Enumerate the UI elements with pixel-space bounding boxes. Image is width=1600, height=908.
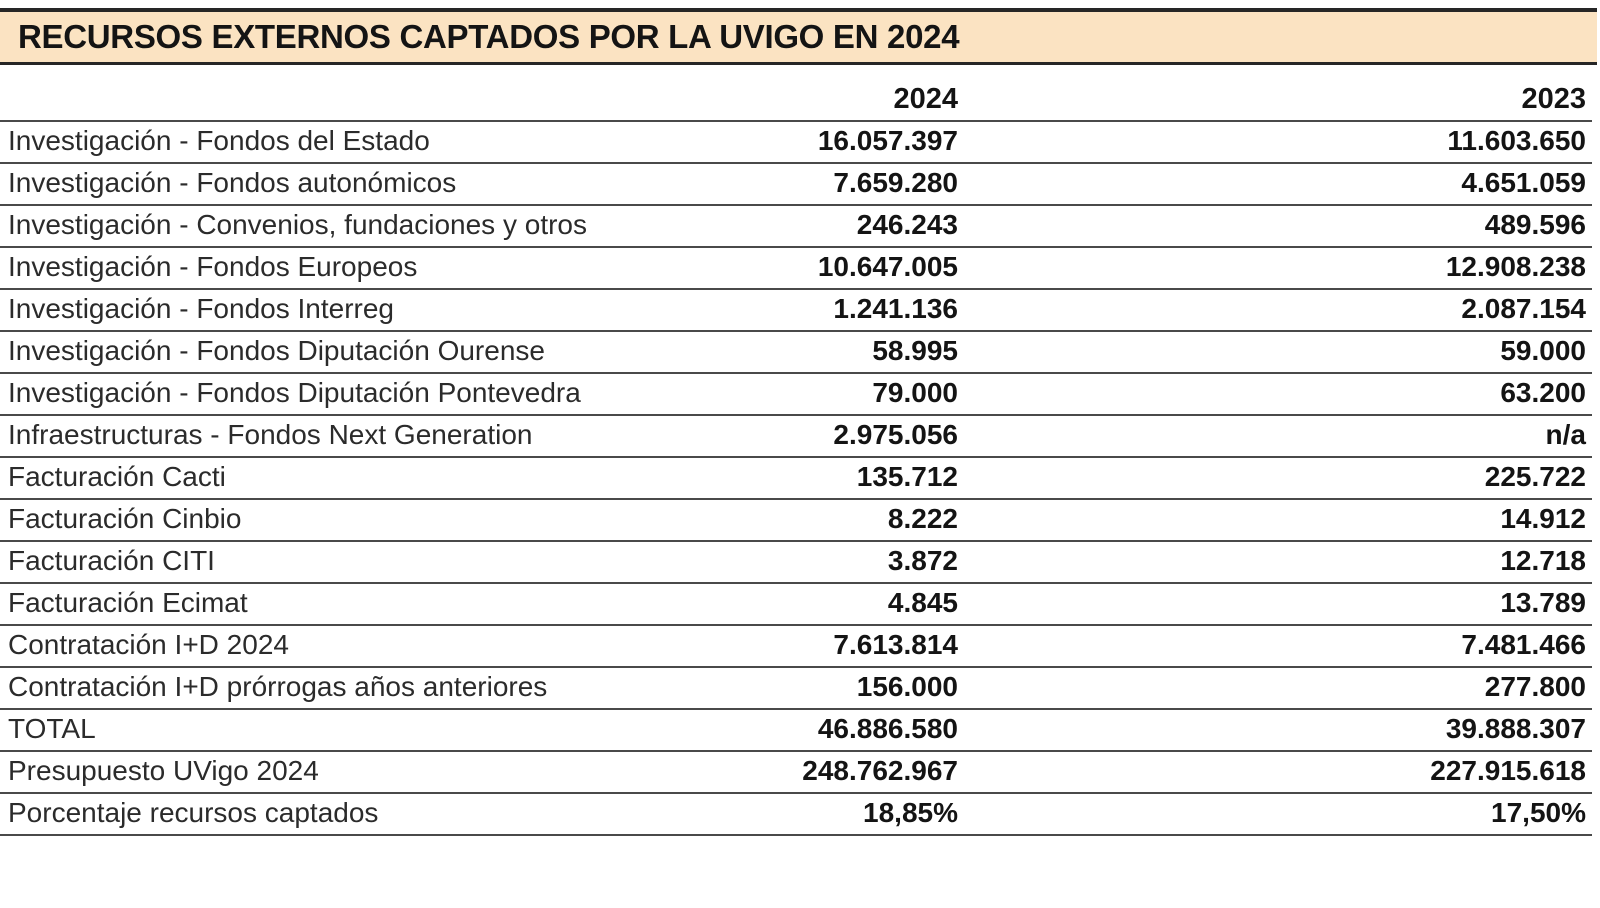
resources-table (0, 83, 1592, 836)
value-2023: 59.000 (964, 331, 1592, 373)
value-2024: 248.762.967 (600, 751, 964, 793)
row-label: Investigación - Fondos Interreg (0, 289, 600, 331)
row-label: Investigación - Fondos autonómicos (0, 163, 600, 205)
table-row (0, 625, 1592, 667)
value-2024: 7.659.280 (600, 163, 964, 205)
table-header-row (0, 83, 1592, 121)
table-row (0, 457, 1592, 499)
value-2023: 11.603.650 (964, 121, 1592, 163)
value-2023: 7.481.466 (964, 625, 1592, 667)
page-title: RECURSOS EXTERNOS CAPTADOS POR LA UVIGO EN 2024 (18, 18, 960, 55)
row-label: Investigación - Convenios, fundaciones y otros (0, 205, 600, 247)
table-row (0, 373, 1592, 415)
value-2024: 2.975.056 (600, 415, 964, 457)
value-2023: 17,50% (964, 793, 1592, 835)
table-row (0, 205, 1592, 247)
value-2024: 246.243 (600, 205, 964, 247)
value-2024: 16.057.397 (600, 121, 964, 163)
row-label: Facturación Cinbio (0, 499, 600, 541)
table-row (0, 415, 1592, 457)
header-year-2023: 2023 (964, 83, 1592, 121)
table-row (0, 751, 1592, 793)
value-2023: 2.087.154 (964, 289, 1592, 331)
title-bar (0, 8, 1597, 65)
value-2023: 489.596 (964, 205, 1592, 247)
table-row (0, 331, 1592, 373)
table-row (0, 667, 1592, 709)
header-empty-cell (0, 83, 600, 121)
value-2023: 227.915.618 (964, 751, 1592, 793)
value-2023: 63.200 (964, 373, 1592, 415)
row-label: Investigación - Fondos Diputación Pontevedra (0, 373, 600, 415)
row-label: Contratación I+D 2024 (0, 625, 600, 667)
value-2024: 156.000 (600, 667, 964, 709)
value-2024: 10.647.005 (600, 247, 964, 289)
row-label: TOTAL (0, 709, 600, 751)
value-2024: 1.241.136 (600, 289, 964, 331)
value-2024: 135.712 (600, 457, 964, 499)
infographic-page (0, 8, 1600, 908)
table-row (0, 499, 1592, 541)
value-2023: 277.800 (964, 667, 1592, 709)
row-label: Contratación I+D prórrogas años anteriores (0, 667, 600, 709)
row-label: Facturación Cacti (0, 457, 600, 499)
header-year-2024: 2024 (600, 83, 964, 121)
row-label: Investigación - Fondos del Estado (0, 121, 600, 163)
table-body (0, 121, 1592, 835)
row-label: Porcentaje recursos captados (0, 793, 600, 835)
value-2023: 12.718 (964, 541, 1592, 583)
row-label: Infraestructuras - Fondos Next Generation (0, 415, 600, 457)
value-2024: 4.845 (600, 583, 964, 625)
value-2024: 46.886.580 (600, 709, 964, 751)
row-label: Presupuesto UVigo 2024 (0, 751, 600, 793)
row-label: Investigación - Fondos Diputación Ourense (0, 331, 600, 373)
table-row (0, 793, 1592, 835)
value-2023: 225.722 (964, 457, 1592, 499)
table-row (0, 121, 1592, 163)
value-2023: 4.651.059 (964, 163, 1592, 205)
value-2023: 12.908.238 (964, 247, 1592, 289)
table-row (0, 247, 1592, 289)
table-row (0, 163, 1592, 205)
row-label: Facturación Ecimat (0, 583, 600, 625)
table-row (0, 583, 1592, 625)
value-2024: 79.000 (600, 373, 964, 415)
value-2024: 3.872 (600, 541, 964, 583)
table-row (0, 709, 1592, 751)
row-label: Facturación CITI (0, 541, 600, 583)
value-2024: 18,85% (600, 793, 964, 835)
row-label: Investigación - Fondos Europeos (0, 247, 600, 289)
value-2024: 58.995 (600, 331, 964, 373)
value-2023: n/a (964, 415, 1592, 457)
value-2023: 13.789 (964, 583, 1592, 625)
table-row (0, 541, 1592, 583)
value-2024: 8.222 (600, 499, 964, 541)
value-2024: 7.613.814 (600, 625, 964, 667)
value-2023: 14.912 (964, 499, 1592, 541)
table-row (0, 289, 1592, 331)
value-2023: 39.888.307 (964, 709, 1592, 751)
